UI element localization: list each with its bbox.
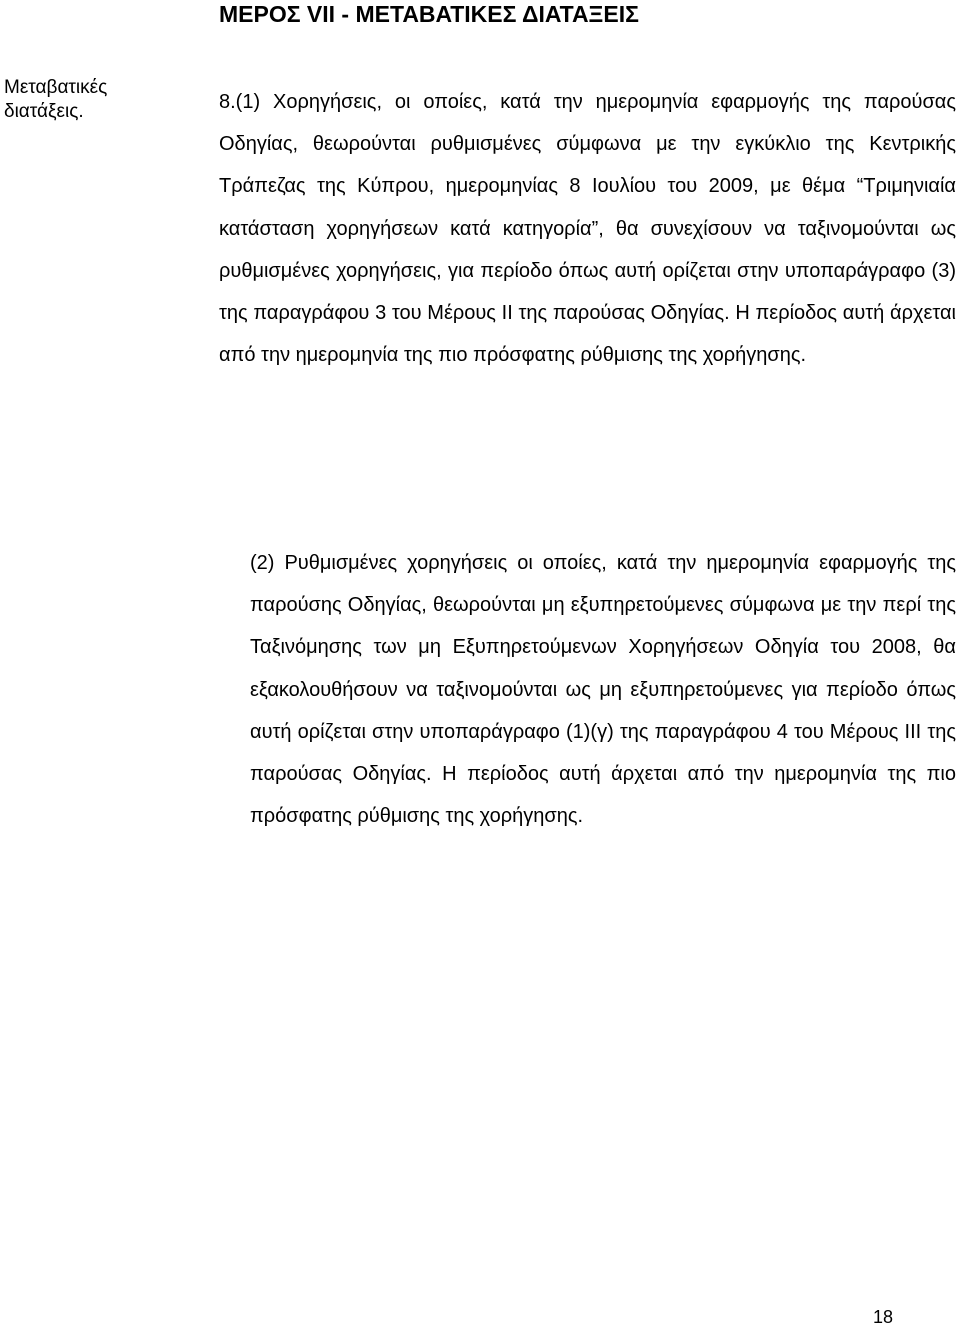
paragraph-1: 8.(1) Χορηγήσεις, οι οποίες, κατά την ημερομηνία εφαρμογής της παρούσας Οδηγίας, θεωρούνται ρυθμισμένες σύμφωνα με την εγκύκλιο της Κεντρικής Τράπεζας της Κύπρου, ημερομηνίας 8 Ιουλίου του 2009, με θέμα “Τριμηνιαία κατάσταση χορηγήσεων κατά κατηγορία”, θα συνεχίσουν να ταξινομούνται ως ρυθμισμένες χορηγήσεις, για περίοδο όπως αυτή ορίζεται στην υποπαράγραφο (3) της παραγράφου 3 του Μέρους ΙΙ της παρούσας Οδηγίας. Η περίοδος αυτή άρχεται από την ημερομηνία της πιο πρόσφατης ρύθμισης της χορήγησης. bbox=[219, 91, 956, 367]
margin-note: Μεταβατικές διατάξεις. bbox=[4, 77, 108, 122]
paragraph-2-text: (2) Ρυθμισμένες χορηγήσεις οι οποίες, κατά την ημερομηνία εφαρμογής της παρούσης Οδηγίας, θεωρούνται μη εξυπηρετούμενες σύμφωνα με την περί της Ταξινόμησης των μη Εξυπηρετούμενων Χορηγήσεων Οδηγία του 2008, θα εξακολουθήσουν να ταξινομούνται ως μη εξυπηρετούμενες για περίοδο όπως αυτή ορίζεται στην υποπαράγραφο (1)(γ) της παραγράφου 4 του Μέρους ΙΙΙ της παρούσας Οδηγίας. Η περίοδος αυτή άρχεται από την ημερομηνία της πιο πρόσφατης ρύθμισης της χορήγησης. bbox=[250, 552, 956, 828]
section-heading: ΜΕΡΟΣ VII - ΜΕΤΑΒΑΤΙΚΕΣ ΔΙΑΤΑΞΕΙΣ bbox=[219, 1, 639, 27]
page-number: 18 bbox=[873, 1307, 894, 1327]
paragraph-2-container bbox=[250, 542, 956, 837]
paragraph-2 bbox=[250, 542, 956, 837]
